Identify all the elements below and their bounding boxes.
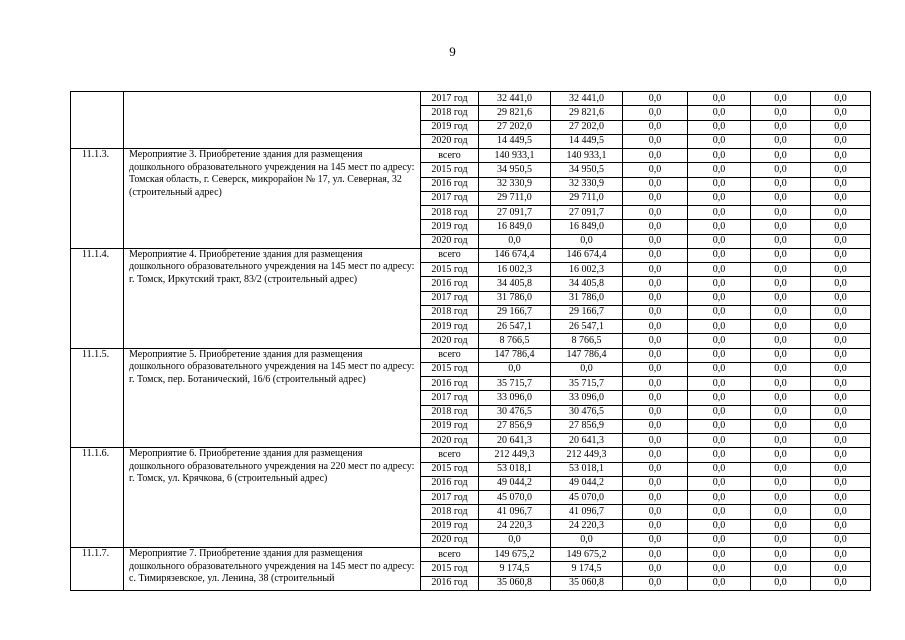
amount-cell: 29 166,7 bbox=[551, 305, 623, 319]
amount-cell: 0,0 bbox=[688, 220, 751, 234]
amount-cell: 0,0 bbox=[623, 106, 688, 120]
amount-cell: 0,0 bbox=[751, 448, 811, 462]
amount-cell: 0,0 bbox=[811, 191, 871, 205]
period-cell: 2017 год bbox=[421, 92, 479, 106]
amount-cell: 0,0 bbox=[751, 106, 811, 120]
amount-cell: 31 786,0 bbox=[551, 291, 623, 305]
amount-cell: 0,0 bbox=[811, 491, 871, 505]
amount-cell: 9 174,5 bbox=[479, 562, 551, 576]
period-cell: 2019 год bbox=[421, 120, 479, 134]
amount-cell: 0,0 bbox=[688, 191, 751, 205]
amount-cell: 0,0 bbox=[751, 248, 811, 262]
amount-cell: 149 675,2 bbox=[479, 548, 551, 562]
item-description: Мероприятие 3. Приобретение здания для размещения дошкольного образовательного учреждения на 145 мест по адресу: Томская область, г. Северск, микрорайон № 17, ул. Северная, 32 (строительный адрес) bbox=[124, 149, 421, 249]
amount-cell: 27 202,0 bbox=[551, 120, 623, 134]
amount-cell: 0,0 bbox=[811, 106, 871, 120]
amount-cell: 0,0 bbox=[811, 134, 871, 148]
amount-cell: 0,0 bbox=[751, 220, 811, 234]
amount-cell: 0,0 bbox=[688, 234, 751, 248]
amount-cell: 0,0 bbox=[688, 448, 751, 462]
amount-cell: 0,0 bbox=[688, 149, 751, 163]
period-cell: 2017 год bbox=[421, 191, 479, 205]
item-code: 11.1.4. bbox=[71, 248, 124, 348]
amount-cell: 32 441,0 bbox=[479, 92, 551, 106]
amount-cell: 0,0 bbox=[623, 391, 688, 405]
amount-cell: 0,0 bbox=[811, 305, 871, 319]
table-row bbox=[71, 548, 871, 562]
amount-cell: 0,0 bbox=[751, 462, 811, 476]
amount-cell: 0,0 bbox=[811, 149, 871, 163]
amount-cell: 0,0 bbox=[751, 191, 811, 205]
amount-cell: 0,0 bbox=[751, 362, 811, 376]
amount-cell: 41 096,7 bbox=[551, 505, 623, 519]
amount-cell: 0,0 bbox=[811, 419, 871, 433]
amount-cell: 0,0 bbox=[623, 576, 688, 590]
amount-cell: 147 786,4 bbox=[551, 348, 623, 362]
table-body bbox=[71, 92, 871, 591]
amount-cell: 0,0 bbox=[811, 277, 871, 291]
amount-cell: 0,0 bbox=[811, 320, 871, 334]
amount-cell: 0,0 bbox=[811, 434, 871, 448]
period-cell: 2016 год bbox=[421, 377, 479, 391]
amount-cell: 140 933,1 bbox=[479, 149, 551, 163]
amount-cell: 0,0 bbox=[688, 362, 751, 376]
table-row bbox=[71, 248, 871, 262]
amount-cell: 24 220,3 bbox=[479, 519, 551, 533]
amount-cell: 146 674,4 bbox=[479, 248, 551, 262]
amount-cell: 0,0 bbox=[623, 120, 688, 134]
amount-cell: 0,0 bbox=[751, 92, 811, 106]
amount-cell: 27 856,9 bbox=[479, 419, 551, 433]
amount-cell: 32 330,9 bbox=[551, 177, 623, 191]
amount-cell: 49 044,2 bbox=[551, 476, 623, 490]
amount-cell: 0,0 bbox=[623, 491, 688, 505]
item-description: Мероприятие 6. Приобретение здания для размещения дошкольного образовательного учреждения на 220 мест по адресу: г. Томск, ул. Крячкова, 6 (строительный адрес) bbox=[124, 448, 421, 548]
period-cell: 2020 год bbox=[421, 334, 479, 348]
amount-cell: 16 002,3 bbox=[479, 263, 551, 277]
amount-cell: 0,0 bbox=[811, 391, 871, 405]
period-cell: всего bbox=[421, 348, 479, 362]
amount-cell: 0,0 bbox=[751, 263, 811, 277]
period-cell: 2020 год bbox=[421, 234, 479, 248]
amount-cell: 0,0 bbox=[751, 533, 811, 547]
amount-cell: 0,0 bbox=[751, 405, 811, 419]
amount-cell: 0,0 bbox=[751, 134, 811, 148]
amount-cell: 0,0 bbox=[751, 348, 811, 362]
amount-cell: 0,0 bbox=[751, 234, 811, 248]
amount-cell: 0,0 bbox=[751, 177, 811, 191]
table-row bbox=[71, 348, 871, 362]
amount-cell: 212 449,3 bbox=[551, 448, 623, 462]
amount-cell: 0,0 bbox=[688, 177, 751, 191]
amount-cell: 0,0 bbox=[811, 362, 871, 376]
period-cell: 2016 год bbox=[421, 177, 479, 191]
item-code: 11.1.3. bbox=[71, 149, 124, 249]
period-cell: 2015 год bbox=[421, 263, 479, 277]
amount-cell: 0,0 bbox=[623, 505, 688, 519]
item-code bbox=[71, 92, 124, 149]
amount-cell: 0,0 bbox=[751, 163, 811, 177]
period-cell: 2015 год bbox=[421, 163, 479, 177]
amount-cell: 0,0 bbox=[688, 377, 751, 391]
amount-cell: 0,0 bbox=[688, 206, 751, 220]
amount-cell: 0,0 bbox=[623, 305, 688, 319]
period-cell: 2018 год bbox=[421, 106, 479, 120]
amount-cell: 0,0 bbox=[688, 248, 751, 262]
period-cell: всего bbox=[421, 448, 479, 462]
amount-cell: 0,0 bbox=[551, 533, 623, 547]
item-description: Мероприятие 5. Приобретение здания для размещения дошкольного образовательного учреждения на 145 мест по адресу: г. Томск, пер. Ботанический, 16/6 (строительный адрес) bbox=[124, 348, 421, 448]
amount-cell: 0,0 bbox=[623, 177, 688, 191]
amount-cell: 14 449,5 bbox=[551, 134, 623, 148]
amount-cell: 0,0 bbox=[688, 533, 751, 547]
amount-cell: 0,0 bbox=[623, 334, 688, 348]
amount-cell: 0,0 bbox=[751, 562, 811, 576]
amount-cell: 0,0 bbox=[623, 320, 688, 334]
amount-cell: 32 330,9 bbox=[479, 177, 551, 191]
period-cell: 2020 год bbox=[421, 533, 479, 547]
period-cell: 2017 год bbox=[421, 391, 479, 405]
amount-cell: 0,0 bbox=[811, 206, 871, 220]
amount-cell: 0,0 bbox=[688, 419, 751, 433]
amount-cell: 33 096,0 bbox=[551, 391, 623, 405]
amount-cell: 0,0 bbox=[623, 134, 688, 148]
period-cell: 2017 год bbox=[421, 291, 479, 305]
amount-cell: 0,0 bbox=[688, 505, 751, 519]
period-cell: всего bbox=[421, 149, 479, 163]
amount-cell: 0,0 bbox=[751, 505, 811, 519]
amount-cell: 33 096,0 bbox=[479, 391, 551, 405]
amount-cell: 0,0 bbox=[688, 277, 751, 291]
amount-cell: 0,0 bbox=[688, 120, 751, 134]
amount-cell: 0,0 bbox=[751, 476, 811, 490]
amount-cell: 0,0 bbox=[623, 348, 688, 362]
amount-cell: 0,0 bbox=[751, 320, 811, 334]
amount-cell: 35 715,7 bbox=[479, 377, 551, 391]
amount-cell: 0,0 bbox=[811, 334, 871, 348]
amount-cell: 0,0 bbox=[623, 149, 688, 163]
amount-cell: 0,0 bbox=[811, 505, 871, 519]
period-cell: всего bbox=[421, 248, 479, 262]
amount-cell: 0,0 bbox=[688, 548, 751, 562]
amount-cell: 0,0 bbox=[623, 362, 688, 376]
amount-cell: 27 091,7 bbox=[551, 206, 623, 220]
amount-cell: 0,0 bbox=[811, 234, 871, 248]
amount-cell: 16 849,0 bbox=[551, 220, 623, 234]
amount-cell: 8 766,5 bbox=[551, 334, 623, 348]
amount-cell: 0,0 bbox=[623, 562, 688, 576]
amount-cell: 0,0 bbox=[688, 348, 751, 362]
amount-cell: 0,0 bbox=[751, 419, 811, 433]
amount-cell: 0,0 bbox=[623, 291, 688, 305]
period-cell: 2019 год bbox=[421, 419, 479, 433]
amount-cell: 31 786,0 bbox=[479, 291, 551, 305]
amount-cell: 34 405,8 bbox=[551, 277, 623, 291]
period-cell: 2020 год bbox=[421, 134, 479, 148]
amount-cell: 0,0 bbox=[688, 434, 751, 448]
amount-cell: 53 018,1 bbox=[551, 462, 623, 476]
period-cell: 2018 год bbox=[421, 505, 479, 519]
item-description: Мероприятие 4. Приобретение здания для размещения дошкольного образовательного учреждения на 145 мест по адресу: г. Томск, Иркутский тракт, 83/2 (строительный адрес) bbox=[124, 248, 421, 348]
period-cell: 2015 год bbox=[421, 562, 479, 576]
amount-cell: 0,0 bbox=[688, 92, 751, 106]
amount-cell: 0,0 bbox=[811, 377, 871, 391]
amount-cell: 0,0 bbox=[811, 519, 871, 533]
amount-cell: 0,0 bbox=[751, 548, 811, 562]
amount-cell: 0,0 bbox=[479, 362, 551, 376]
amount-cell: 0,0 bbox=[623, 476, 688, 490]
table-row bbox=[71, 149, 871, 163]
amount-cell: 0,0 bbox=[479, 533, 551, 547]
amount-cell: 140 933,1 bbox=[551, 149, 623, 163]
amount-cell: 0,0 bbox=[623, 548, 688, 562]
period-cell: 2016 год bbox=[421, 476, 479, 490]
amount-cell: 0,0 bbox=[688, 562, 751, 576]
amount-cell: 0,0 bbox=[688, 305, 751, 319]
amount-cell: 29 821,6 bbox=[479, 106, 551, 120]
amount-cell: 0,0 bbox=[688, 320, 751, 334]
amount-cell: 29 711,0 bbox=[551, 191, 623, 205]
amount-cell: 0,0 bbox=[623, 377, 688, 391]
item-description bbox=[124, 92, 421, 149]
amount-cell: 0,0 bbox=[751, 277, 811, 291]
amount-cell: 16 849,0 bbox=[479, 220, 551, 234]
amount-cell: 0,0 bbox=[623, 405, 688, 419]
period-cell: 2015 год bbox=[421, 462, 479, 476]
period-cell: 2020 год bbox=[421, 434, 479, 448]
amount-cell: 0,0 bbox=[688, 491, 751, 505]
amount-cell: 26 547,1 bbox=[479, 320, 551, 334]
amount-cell: 34 405,8 bbox=[479, 277, 551, 291]
amount-cell: 0,0 bbox=[623, 206, 688, 220]
amount-cell: 212 449,3 bbox=[479, 448, 551, 462]
amount-cell: 0,0 bbox=[751, 149, 811, 163]
period-cell: 2018 год bbox=[421, 206, 479, 220]
amount-cell: 24 220,3 bbox=[551, 519, 623, 533]
amount-cell: 0,0 bbox=[688, 106, 751, 120]
amount-cell: 27 202,0 bbox=[479, 120, 551, 134]
amount-cell: 20 641,3 bbox=[479, 434, 551, 448]
amount-cell: 0,0 bbox=[811, 462, 871, 476]
amount-cell: 26 547,1 bbox=[551, 320, 623, 334]
amount-cell: 0,0 bbox=[688, 405, 751, 419]
amount-cell: 0,0 bbox=[751, 206, 811, 220]
amount-cell: 147 786,4 bbox=[479, 348, 551, 362]
amount-cell: 0,0 bbox=[688, 163, 751, 177]
period-cell: 2015 год bbox=[421, 362, 479, 376]
amount-cell: 0,0 bbox=[811, 220, 871, 234]
amount-cell: 0,0 bbox=[688, 291, 751, 305]
amount-cell: 0,0 bbox=[811, 120, 871, 134]
amount-cell: 14 449,5 bbox=[479, 134, 551, 148]
period-cell: 2018 год bbox=[421, 405, 479, 419]
amount-cell: 0,0 bbox=[623, 448, 688, 462]
amount-cell: 30 476,5 bbox=[479, 405, 551, 419]
period-cell: 2018 год bbox=[421, 305, 479, 319]
amount-cell: 9 174,5 bbox=[551, 562, 623, 576]
period-cell: всего bbox=[421, 548, 479, 562]
amount-cell: 30 476,5 bbox=[551, 405, 623, 419]
amount-cell: 34 950,5 bbox=[479, 163, 551, 177]
amount-cell: 0,0 bbox=[811, 548, 871, 562]
item-code: 11.1.7. bbox=[71, 548, 124, 591]
amount-cell: 0,0 bbox=[623, 277, 688, 291]
amount-cell: 0,0 bbox=[688, 476, 751, 490]
amount-cell: 35 715,7 bbox=[551, 377, 623, 391]
amount-cell: 0,0 bbox=[688, 519, 751, 533]
amount-cell: 0,0 bbox=[811, 163, 871, 177]
amount-cell: 29 711,0 bbox=[479, 191, 551, 205]
amount-cell: 49 044,2 bbox=[479, 476, 551, 490]
amount-cell: 20 641,3 bbox=[551, 434, 623, 448]
amount-cell: 0,0 bbox=[623, 434, 688, 448]
amount-cell: 34 950,5 bbox=[551, 163, 623, 177]
item-description: Мероприятие 7. Приобретение здания для размещения дошкольного образовательного учреждения на 145 мест по адресу: с. Тимирязевское, ул. Ленина, 38 (строительный bbox=[124, 548, 421, 591]
amount-cell: 0,0 bbox=[623, 163, 688, 177]
table-row bbox=[71, 448, 871, 462]
amount-cell: 0,0 bbox=[811, 533, 871, 547]
amount-cell: 0,0 bbox=[623, 519, 688, 533]
amount-cell: 0,0 bbox=[811, 177, 871, 191]
amount-cell: 0,0 bbox=[623, 191, 688, 205]
amount-cell: 0,0 bbox=[811, 562, 871, 576]
amount-cell: 0,0 bbox=[811, 448, 871, 462]
amount-cell: 8 766,5 bbox=[479, 334, 551, 348]
amount-cell: 0,0 bbox=[751, 519, 811, 533]
amount-cell: 0,0 bbox=[551, 234, 623, 248]
amount-cell: 0,0 bbox=[751, 120, 811, 134]
amount-cell: 0,0 bbox=[623, 234, 688, 248]
amount-cell: 0,0 bbox=[688, 263, 751, 277]
amount-cell: 0,0 bbox=[811, 248, 871, 262]
amount-cell: 0,0 bbox=[751, 576, 811, 590]
amount-cell: 0,0 bbox=[751, 391, 811, 405]
amount-cell: 0,0 bbox=[623, 462, 688, 476]
amount-cell: 0,0 bbox=[688, 334, 751, 348]
amount-cell: 41 096,7 bbox=[479, 505, 551, 519]
amount-cell: 53 018,1 bbox=[479, 462, 551, 476]
amount-cell: 0,0 bbox=[751, 434, 811, 448]
period-cell: 2019 год bbox=[421, 320, 479, 334]
amount-cell: 45 070,0 bbox=[479, 491, 551, 505]
amount-cell: 0,0 bbox=[751, 334, 811, 348]
item-code: 11.1.5. bbox=[71, 348, 124, 448]
amount-cell: 0,0 bbox=[551, 362, 623, 376]
amount-cell: 27 091,7 bbox=[479, 206, 551, 220]
amount-cell: 0,0 bbox=[811, 576, 871, 590]
amount-cell: 0,0 bbox=[811, 348, 871, 362]
table-row bbox=[71, 92, 871, 106]
amount-cell: 0,0 bbox=[688, 134, 751, 148]
period-cell: 2016 год bbox=[421, 576, 479, 590]
amount-cell: 146 674,4 bbox=[551, 248, 623, 262]
item-code: 11.1.6. bbox=[71, 448, 124, 548]
period-cell: 2019 год bbox=[421, 220, 479, 234]
amount-cell: 0,0 bbox=[751, 291, 811, 305]
amount-cell: 0,0 bbox=[811, 92, 871, 106]
page-number: 9 bbox=[449, 44, 456, 59]
amount-cell: 149 675,2 bbox=[551, 548, 623, 562]
amount-cell: 0,0 bbox=[623, 92, 688, 106]
funding-table bbox=[70, 91, 871, 591]
amount-cell: 0,0 bbox=[811, 263, 871, 277]
amount-cell: 0,0 bbox=[751, 377, 811, 391]
amount-cell: 16 002,3 bbox=[551, 263, 623, 277]
amount-cell: 0,0 bbox=[479, 234, 551, 248]
amount-cell: 0,0 bbox=[623, 248, 688, 262]
amount-cell: 0,0 bbox=[811, 476, 871, 490]
amount-cell: 0,0 bbox=[688, 462, 751, 476]
amount-cell: 35 060,8 bbox=[551, 576, 623, 590]
amount-cell: 0,0 bbox=[688, 391, 751, 405]
amount-cell: 0,0 bbox=[751, 305, 811, 319]
period-cell: 2019 год bbox=[421, 519, 479, 533]
amount-cell: 0,0 bbox=[623, 533, 688, 547]
amount-cell: 45 070,0 bbox=[551, 491, 623, 505]
amount-cell: 29 821,6 bbox=[551, 106, 623, 120]
amount-cell: 32 441,0 bbox=[551, 92, 623, 106]
amount-cell: 29 166,7 bbox=[479, 305, 551, 319]
period-cell: 2017 год bbox=[421, 491, 479, 505]
amount-cell: 0,0 bbox=[751, 491, 811, 505]
amount-cell: 35 060,8 bbox=[479, 576, 551, 590]
amount-cell: 0,0 bbox=[688, 576, 751, 590]
amount-cell: 27 856,9 bbox=[551, 419, 623, 433]
amount-cell: 0,0 bbox=[623, 419, 688, 433]
amount-cell: 0,0 bbox=[811, 405, 871, 419]
amount-cell: 0,0 bbox=[623, 220, 688, 234]
period-cell: 2016 год bbox=[421, 277, 479, 291]
amount-cell: 0,0 bbox=[811, 291, 871, 305]
amount-cell: 0,0 bbox=[623, 263, 688, 277]
